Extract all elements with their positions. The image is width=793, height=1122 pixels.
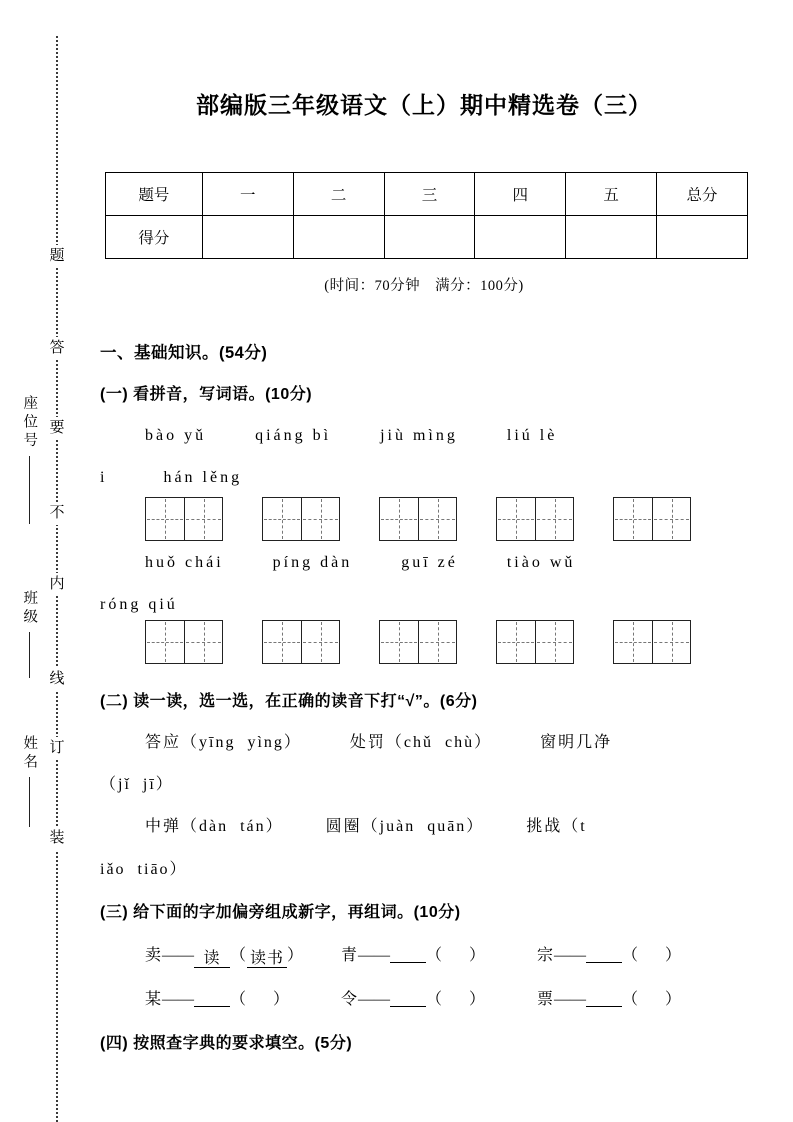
paren-open: （	[426, 947, 444, 964]
paren-close: ）	[469, 947, 487, 964]
word-blank: 读书	[247, 948, 287, 968]
radical-row-1	[100, 943, 748, 968]
name-label: 姓名	[21, 735, 38, 772]
binding-notice-char: 要	[47, 417, 67, 440]
score-cell-empty	[293, 216, 384, 259]
class-label: 班级	[21, 590, 38, 627]
seat-number-blank	[29, 456, 30, 524]
seat-number-field	[17, 395, 41, 524]
binding-notice-char: 题	[47, 245, 67, 268]
writing-grid-cell	[535, 498, 573, 540]
writing-grid-group	[379, 497, 457, 541]
paren-close: ）	[665, 947, 683, 964]
paren-close: ）	[665, 991, 683, 1008]
dash: ——	[358, 947, 391, 964]
word-blank	[247, 987, 273, 1007]
word-blank	[639, 987, 665, 1007]
dash: ——	[162, 991, 195, 1008]
writing-grid-row-1	[100, 497, 748, 541]
score-header-cell: 五	[566, 173, 657, 216]
binding-notice-char: 答	[47, 337, 67, 360]
writing-grid-cell	[263, 498, 301, 540]
word-blank	[443, 987, 469, 1007]
section1-heading: 一、基础知识。(54分)	[100, 344, 268, 362]
base-char: 青	[341, 947, 359, 964]
subsection4-heading: (四) 按照查字典的要求填空。(5分)	[100, 1035, 353, 1052]
answer-blank	[586, 987, 622, 1007]
radical-item	[537, 987, 682, 1011]
name-blank	[29, 777, 30, 827]
score-header-cell: 三	[384, 173, 475, 216]
dash: ——	[554, 991, 587, 1008]
paren-open: （	[622, 991, 640, 1008]
base-char: 某	[145, 991, 163, 1008]
base-char: 票	[537, 991, 555, 1008]
score-row-label: 得分	[106, 216, 203, 259]
time-and-score-note: (时间：70分钟 满分：100分)	[324, 278, 524, 294]
exam-content	[100, 0, 748, 1056]
radical-row-2	[100, 987, 748, 1011]
answer-blank	[586, 943, 622, 963]
writing-grid-cell	[418, 621, 456, 663]
writing-grid-cell	[418, 498, 456, 540]
page-title: 部编版三年级语文（上）期中精选卷（三）	[196, 92, 652, 118]
binding-notice-char: 装	[47, 827, 67, 850]
score-cell-empty	[202, 216, 293, 259]
binding-notice-char: 订	[47, 737, 67, 760]
writing-grid-cell	[146, 498, 184, 540]
answer-blank	[390, 943, 426, 963]
pronunciation-line-1: 答应（yīng yìng） 处罚（chǔ chù） 窗明几净	[145, 734, 613, 751]
score-header-cell: 一	[202, 173, 293, 216]
class-blank	[29, 632, 30, 678]
writing-grid-group	[379, 620, 457, 664]
writing-grid-group	[496, 497, 574, 541]
paren-open: （	[426, 991, 444, 1008]
pinyin-line-1: bào yǔ qiáng bì jiù mìng liú lè	[145, 427, 558, 444]
score-header-cell: 四	[475, 173, 566, 216]
binding-notice-char: 不	[47, 502, 67, 525]
score-cell-empty	[657, 216, 748, 259]
writing-grid-cell	[497, 621, 535, 663]
writing-grid-cell	[380, 621, 418, 663]
writing-grid-cell	[301, 498, 339, 540]
binding-notice-char: 线	[47, 668, 67, 691]
writing-grid-cell	[535, 621, 573, 663]
writing-grid-cell	[652, 621, 690, 663]
paren-open: （	[230, 947, 248, 964]
class-field	[17, 590, 41, 678]
word-blank	[639, 943, 665, 963]
pronunciation-line-3: 中弹（dàn tán） 圆圈（juàn quān） 挑战（t	[145, 818, 587, 835]
paren-close: ）	[273, 991, 291, 1008]
writing-grid-group	[145, 497, 223, 541]
writing-grid-cell	[614, 498, 652, 540]
answer-blank: 读	[194, 948, 230, 968]
score-table-score-row	[106, 216, 748, 259]
paren-open: （	[230, 991, 248, 1008]
score-header-cell: 总分	[657, 173, 748, 216]
binding-margin	[0, 0, 100, 1122]
binding-notice-char: 内	[47, 573, 67, 596]
base-char: 令	[341, 991, 359, 1008]
score-cell-empty	[475, 216, 566, 259]
score-header-cell: 二	[293, 173, 384, 216]
pronunciation-line-2: （jǐ jī）	[100, 776, 174, 793]
dash: ——	[358, 991, 391, 1008]
answer-blank	[390, 987, 426, 1007]
paren-close: ）	[287, 947, 305, 964]
paren-close: ）	[469, 991, 487, 1008]
writing-grid-row-2	[100, 620, 748, 664]
paren-open: （	[622, 947, 640, 964]
radical-item	[145, 987, 341, 1011]
writing-grid-group	[262, 620, 340, 664]
writing-grid-cell	[184, 498, 222, 540]
dash: ——	[554, 947, 587, 964]
score-table-header-row	[106, 173, 748, 216]
dash: ——	[162, 947, 195, 964]
writing-grid-group	[262, 497, 340, 541]
pinyin-line-3: huǒ chái píng dàn guī zé tiào wǔ	[145, 554, 576, 571]
score-cell-empty	[566, 216, 657, 259]
writing-grid-cell	[497, 498, 535, 540]
writing-grid-cell	[146, 621, 184, 663]
writing-grid-group	[613, 497, 691, 541]
word-blank	[443, 943, 469, 963]
score-cell-empty	[384, 216, 475, 259]
name-field	[17, 735, 41, 827]
subsection2-heading: (二) 读一读，选一选，在正确的读音下打“√”。(6分)	[100, 693, 478, 710]
writing-grid-group	[613, 620, 691, 664]
writing-grid-cell	[614, 621, 652, 663]
seat-number-label: 座位号	[21, 395, 38, 451]
writing-grid-group	[496, 620, 574, 664]
writing-grid-group	[145, 620, 223, 664]
writing-grid-cell	[380, 498, 418, 540]
base-char: 卖	[145, 947, 163, 964]
pinyin-line-2: i hán lěng	[100, 469, 243, 486]
score-header-cell: 题号	[106, 173, 203, 216]
score-table	[105, 172, 748, 259]
radical-item	[145, 945, 341, 968]
pronunciation-line-4: iǎo tiāo）	[100, 861, 188, 878]
subsection3-heading: (三) 给下面的字加偏旁组成新字，再组词。(10分)	[100, 904, 461, 921]
writing-grid-cell	[263, 621, 301, 663]
answer-blank	[194, 987, 230, 1007]
subsection1-heading: (一) 看拼音，写词语。(10分)	[100, 386, 313, 403]
radical-item	[341, 987, 537, 1011]
radical-item	[537, 943, 682, 967]
writing-grid-cell	[652, 498, 690, 540]
writing-grid-cell	[301, 621, 339, 663]
pinyin-line-4: róng qiú	[100, 596, 178, 613]
writing-grid-cell	[184, 621, 222, 663]
radical-item	[341, 943, 537, 967]
base-char: 宗	[537, 947, 555, 964]
